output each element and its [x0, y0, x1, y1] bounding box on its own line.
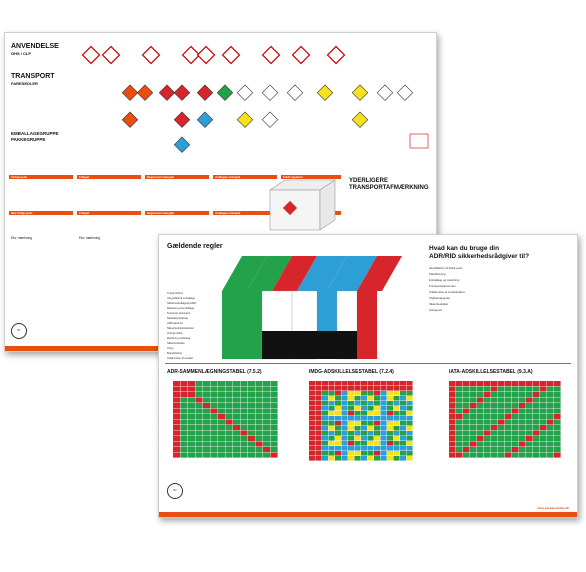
rules-row-labels — [167, 291, 222, 361]
question-title-1: Hvad kan du bruge din — [429, 245, 500, 252]
package-illustration — [265, 175, 345, 235]
imdg-grid — [309, 381, 419, 461]
rule-row: Uddannelse af ansatte — [167, 357, 193, 360]
bureau-veritas-logo-front: BV — [167, 483, 183, 499]
subtitle-faresedler: FARESEDLER — [11, 81, 38, 86]
rule-row: Orange skilte — [167, 332, 183, 335]
marking-label-1: Ekv. mærkning — [11, 236, 33, 240]
header-fuldt: Fuldt reguleret — [281, 175, 341, 179]
title-emballage-1: EMBALLAGEGRUPPE — [11, 131, 59, 136]
bullet-item: Transportdokumenter — [429, 284, 456, 288]
rule-row: Tilsyn — [167, 347, 174, 350]
bullet-list — [429, 265, 569, 313]
title-anvendelse: ANVENDELSE — [11, 43, 59, 50]
marking-label-2: Ekv. mærkning — [79, 236, 101, 240]
front-footer — [159, 512, 577, 517]
header-fritaget: Fritaget — [77, 175, 141, 179]
rule-row: Mærkning af emballage — [167, 307, 195, 310]
header-begraenset: Begrænset mængde — [145, 175, 209, 179]
rule-row: UN-godkendt emballage — [167, 297, 195, 300]
bullet-item: Årsrapport — [429, 308, 443, 312]
extra-title-2: TRANSPORTAFMÆRKNING — [349, 185, 429, 191]
rule-row: ADR-kørekort — [167, 322, 183, 325]
bureau-veritas-logo: BV — [11, 323, 27, 339]
bullet-item: Ulykkesrapporter — [429, 296, 451, 300]
adr-grid — [173, 381, 283, 461]
header-fritaget-2: Fritaget — [77, 211, 141, 215]
hazard-pictograms-svg — [80, 39, 430, 159]
subtitle-ghs: GHS / CLP — [11, 51, 32, 56]
bullet-item: Sikkerhedsplan — [429, 302, 449, 306]
title-emballage-2: PAKKEGRUPPE — [11, 137, 46, 142]
transport-row — [122, 85, 428, 153]
extra-title-1: YDERLIGERE — [349, 178, 389, 184]
rule-row: Mærkning af køretøj — [167, 337, 191, 340]
header-ikke-farligt: Ikke farligt gods — [9, 211, 73, 215]
hazard-pictogram-area — [80, 39, 430, 159]
rule-row: Transport-dokument — [167, 312, 191, 315]
header-begraenset-2: Begrænset mængde — [145, 211, 209, 215]
front-sheet — [158, 234, 578, 518]
rule-row: Sikkerhedsrådgiver(ADR) — [167, 302, 197, 305]
section-title: Gældende regler — [167, 243, 223, 250]
table-title-adr: ADR-SAMMENLÆGNINGSTABEL (7.5.2) — [167, 369, 262, 375]
rule-row: Sikkerhedsplan — [167, 342, 185, 345]
iata-grid — [449, 381, 569, 461]
rule-row: Nødudstyr/køretøj — [167, 317, 188, 320]
bullet-item: Emballage og mærkning — [429, 278, 460, 282]
bullet-item: Identifikation af farligt gods — [429, 266, 463, 270]
bullet-item: Uddannelse af medarbejdere — [429, 290, 466, 294]
title-transport: TRANSPORT — [11, 73, 55, 80]
rule-row: Sikkerhedsinstruktioner — [167, 327, 194, 330]
table-title-imdg: IMDG-ADSKILLELSESTABEL (7.2.4) — [309, 369, 394, 375]
header-undtagen-2: Undtagen mængde — [213, 211, 277, 215]
bullet-item: Klassificering — [429, 272, 446, 276]
section-divider — [165, 363, 571, 364]
rule-row: Transportform — [167, 292, 184, 295]
ghs-row — [83, 47, 345, 64]
table-title-iata: IATA-ADSKILLELSESTABEL (9.3.A) — [449, 369, 533, 375]
rule-row: Brandslukker — [167, 352, 183, 355]
header-undtagen: Undtagen mængde — [213, 175, 277, 179]
header-farligt-gods: Farligt gods — [9, 175, 73, 179]
shop-link[interactable]: shop.bureauveritas.dk — [536, 505, 569, 510]
rotated-headers — [222, 256, 402, 291]
question-title-2: ADR/RID sikkerhedsrådgiver til? — [429, 253, 530, 260]
